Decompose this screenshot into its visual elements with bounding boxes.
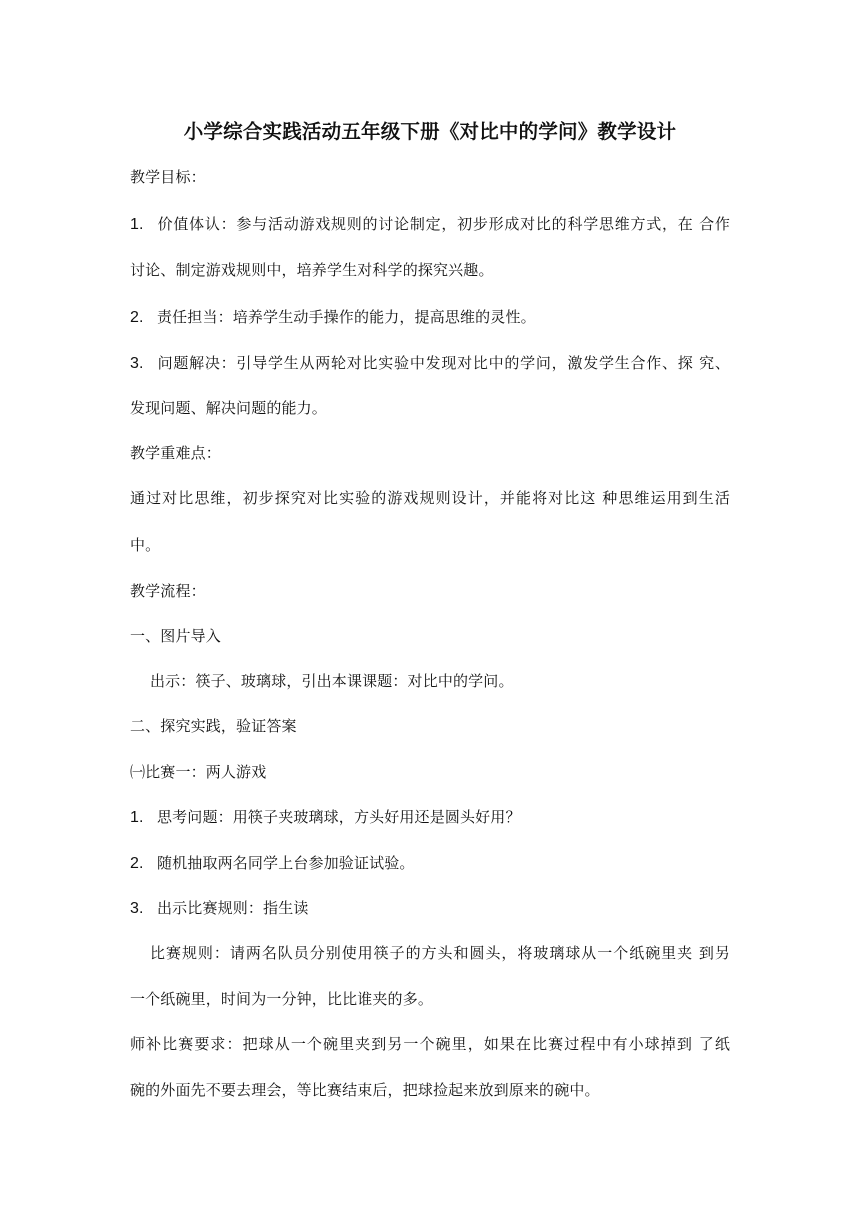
step-3-text: 出示比赛规则：指生读	[157, 899, 309, 917]
objectives-heading: 教学目标：	[130, 168, 206, 186]
objective-1-line-1	[130, 213, 730, 236]
step-3	[130, 897, 309, 920]
document-title: 小学综合实践活动五年级下册《对比中的学问》教学设计	[183, 120, 677, 143]
teacher-requirement-line-1: 师补比赛要求：把球从一个碗里夹到另一个碗里，如果在比赛过程中有小球掉到 了纸	[130, 1035, 730, 1053]
objective-3-line-2: 发现问题、解决问题的能力。	[130, 399, 327, 417]
step-2-number: 2.	[130, 855, 144, 872]
section-1-heading: 一、图片导入	[130, 627, 221, 645]
process-heading: 教学流程：	[130, 582, 206, 600]
key-points-heading: 教学重难点：	[130, 444, 221, 462]
step-1-text: 思考问题：用筷子夹玻璃球，方头好用还是圆头好用？	[157, 808, 521, 826]
step-2	[130, 852, 415, 875]
key-points-line-2: 中。	[130, 536, 161, 554]
rules-line-1: 比赛规则：请两名队员分别使用筷子的方头和圆头，将玻璃球从一个纸碗里夹 到另	[150, 944, 730, 962]
section-2-sub-1: ㈠比赛一：两人游戏	[130, 763, 267, 781]
objective-2	[130, 306, 536, 329]
step-3-number: 3.	[130, 900, 144, 917]
section-1-text: 出示：筷子、玻璃球，引出本课课题：对比中的学问。	[150, 672, 514, 690]
teacher-requirement-line-2: 碗的外面先不要去理会，等比赛结束后，把球捡起来放到原来的碗中。	[130, 1081, 600, 1099]
key-points-line-1: 通过对比思维，初步探究对比实验的游戏规则设计，并能将对比这 种思维运用到生活	[130, 489, 730, 507]
objective-3-line-1	[130, 352, 730, 375]
objective-1-line-2: 讨论、制定游戏规则中，培养学生对科学的探究兴趣。	[130, 261, 494, 279]
step-2-text: 随机抽取两名同学上台参加验证试验。	[157, 854, 415, 872]
step-1	[130, 806, 521, 829]
step-1-number: 1.	[130, 809, 144, 826]
objective-1-text: 价值体认：参与活动游戏规则的讨论制定，初步形成对比的科学思维方式，在 合作	[157, 215, 730, 233]
objective-1-number: 1.	[130, 216, 144, 233]
section-2-heading: 二、探究实践，验证答案	[130, 717, 297, 735]
rules-line-2: 一个纸碗里，时间为一分钟，比比谁夹的多。	[130, 990, 434, 1008]
objective-2-number: 2.	[130, 309, 144, 326]
objective-3-number: 3.	[130, 355, 144, 372]
objective-3-text: 问题解决：引导学生从两轮对比实验中发现对比中的学问，激发学生合作、探 究、	[157, 354, 730, 372]
objective-2-text: 责任担当：培养学生动手操作的能力，提高思维的灵性。	[157, 308, 536, 326]
